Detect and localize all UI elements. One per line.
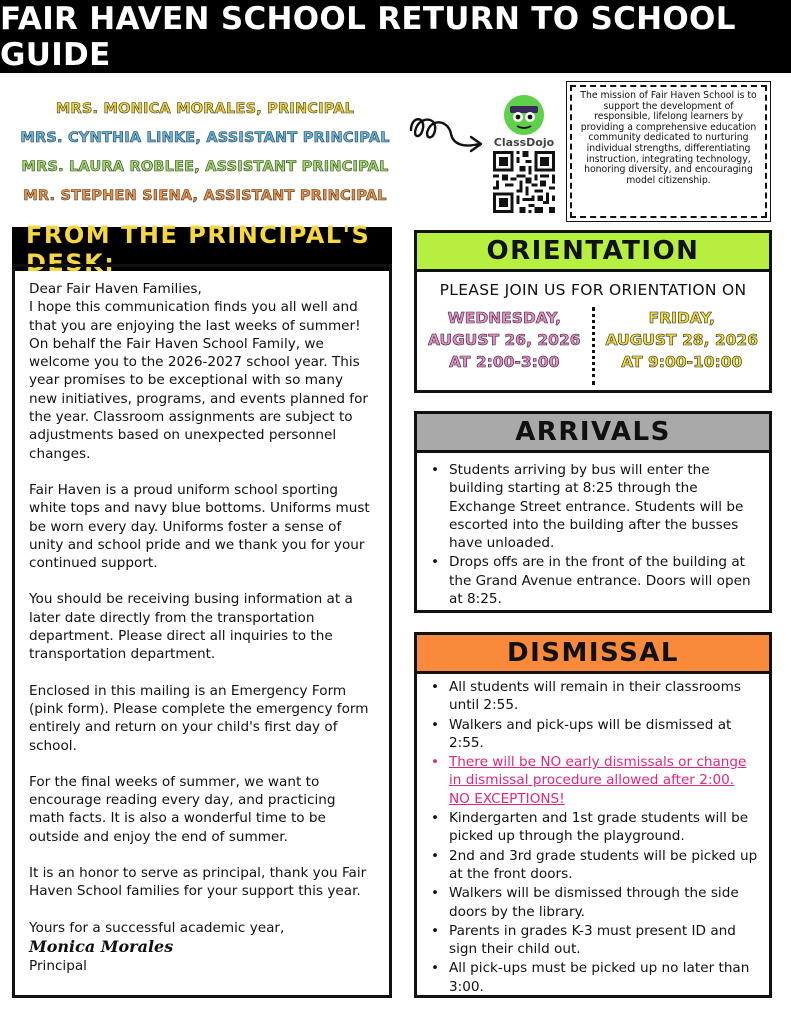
orientation-right-date: AUGUST 28, 2026 bbox=[605, 331, 759, 349]
dismissal-item-parents-id: • Parents in grades K-3 must present ID and sign their child out. bbox=[429, 922, 759, 959]
orientation-left-day: WEDNESDAY, bbox=[447, 309, 561, 327]
staff-list bbox=[20, 95, 390, 211]
page-title: FAIR HAVEN SCHOOL RETURN TO SCHOOL GUIDE bbox=[0, 0, 791, 73]
principal-letter bbox=[12, 264, 392, 998]
signature-title: Principal bbox=[29, 957, 87, 974]
letter-paragraph-welcome: I hope this communication finds you all well and that you are enjoying the last weeks of summer! On behalf the Fair Haven School Family, we welcome you to the 2026-2027 school year. This year promises to be exceptional with so many new initiatives, programs, and events planned for the year. Classroom assignments are subject to adjustments based on unexpected personnel changes. bbox=[29, 299, 369, 462]
classdojo-monster-icon bbox=[504, 95, 544, 135]
arrivals-dropoff-item: • Drops offs are in the front of the building at the Grand Avenue entrance. Doors will open at 8:25. bbox=[429, 553, 759, 608]
dismissal-item-walkers-time: • Walkers and pick-ups will be dismissed at 2:55. bbox=[429, 716, 759, 753]
dismissal-panel bbox=[414, 674, 772, 998]
letter-paragraph-busing: You should be receiving busing information at a later date directly from the transportation department. Please direct all inquiries to the transportation department. bbox=[29, 591, 353, 663]
principal-desk-heading: FROM THE PRINCIPAL'S DESK: bbox=[12, 227, 392, 271]
dismissal-item-23-front-doors: • 2nd and 3rd grade students will be picked up at the front doors. bbox=[429, 847, 759, 884]
orientation-right-day: FRIDAY, bbox=[648, 309, 715, 327]
orientation-intro: PLEASE JOIN US FOR ORIENTATION ON bbox=[439, 281, 747, 299]
dismissal-item-walkers-side-doors: • Walkers will be dismissed through the side doors by the library. bbox=[429, 884, 759, 921]
staff-principal: MRS. MONICA MORALES, PRINCIPAL bbox=[55, 101, 355, 117]
dismissal-item-k1-playground: • Kindergarten and 1st grade students will be picked up through the playground. bbox=[429, 809, 759, 846]
arrivals-bus-item: • Students arriving by bus will enter the building starting at 8:25 through the Exchange Street entrance. Students will be escorted into the building after the busses have unloaded. bbox=[429, 461, 759, 552]
qr-code-icon[interactable] bbox=[493, 151, 555, 213]
mission-statement: The mission of Fair Haven School is to support the development of responsible, lifelong learners by providing a comprehensive education community dedicated to nurturing individual strengths, differentiating instruction, integrating technology, honoring diversity, and encouraging model citizenship. bbox=[570, 85, 767, 218]
arrivals-heading: ARRIVALS bbox=[414, 411, 772, 453]
staff-assistant-principal-siena: MR. STEPHEN SIENA, ASSISTANT PRINCIPAL bbox=[23, 188, 387, 204]
letter-paragraph-thanks: It is an honor to serve as principal, thank you Fair Haven School families for your support this year. bbox=[29, 865, 367, 900]
orientation-panel bbox=[414, 272, 772, 393]
staff-assistant-principal-linke: MRS. CYNTHIA LINKE, ASSISTANT PRINCIPAL bbox=[20, 130, 390, 146]
arrivals-panel bbox=[414, 453, 772, 613]
dismissal-item-classrooms: • All students will remain in their classrooms until 2:55. bbox=[429, 678, 759, 715]
letter-paragraph-uniforms: Fair Haven is a proud uniform school sporting white tops and navy blue bottoms. Uniforms must be worn every day. Uniforms foster a sense of unity and school pride and we thank you for your continued support. bbox=[29, 481, 370, 572]
orientation-right-time: AT 9:00-10:00 bbox=[621, 353, 743, 371]
orientation-date-wednesday bbox=[417, 307, 592, 385]
dismissal-heading: DISMISSAL bbox=[414, 632, 772, 674]
letter-closing: Yours for a successful academic year, bbox=[29, 919, 285, 936]
orientation-date-friday bbox=[595, 307, 770, 385]
letter-paragraph-emergency-form: Enclosed in this mailing is an Emergency Form (pink form). Please complete the emergency form entirely and return on your child's first day of school. bbox=[29, 682, 369, 754]
orientation-left-time: AT 2:00-3:00 bbox=[449, 353, 560, 371]
staff-assistant-principal-roblee: MRS. LAURA ROBLEE, ASSISTANT PRINCIPAL bbox=[21, 159, 389, 175]
classdojo-block bbox=[488, 95, 560, 217]
dismissal-item-no-early-dismissal: • There will be NO early dismissals or change in dismissal procedure allowed after 2:00. NO EXCEPTIONS! bbox=[429, 753, 759, 808]
orientation-left-date: AUGUST 26, 2026 bbox=[427, 331, 581, 349]
classdojo-label: ClassDojo bbox=[493, 136, 555, 149]
orientation-heading: ORIENTATION bbox=[414, 230, 772, 272]
swirl-arrow-icon bbox=[407, 108, 487, 160]
letter-paragraph-summer: For the final weeks of summer, we want to encourage reading every day, and practicing math facts. It is also a wonderful time to be outside and enjoy the end of summer. bbox=[29, 773, 336, 845]
principal-signature: Monica Morales bbox=[29, 936, 174, 956]
dismissal-item-pickup-deadline: • All pick-ups must be picked up no later than 3:00. bbox=[429, 959, 759, 996]
letter-greeting: Dear Fair Haven Families, bbox=[29, 281, 202, 297]
